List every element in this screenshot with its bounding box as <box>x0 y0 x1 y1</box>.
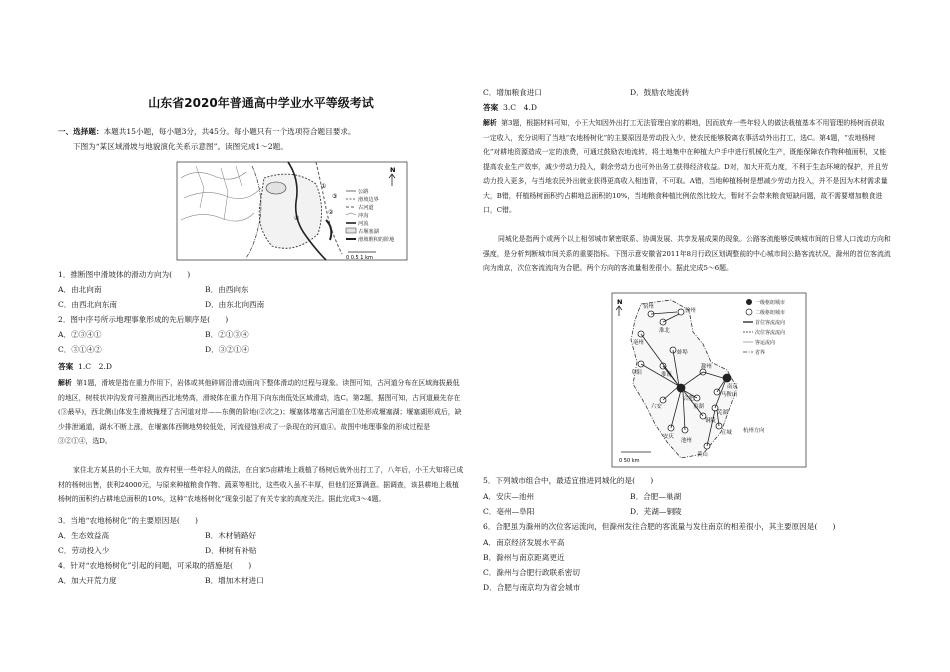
q3-option-b[interactable]: B．木材销路好 <box>205 531 257 540</box>
map2-north-label: N <box>617 298 623 306</box>
legend-gully: 冲沟 <box>358 213 369 219</box>
city-bengbu: 蚌埠 <box>677 350 688 356</box>
city-chuzhou: 滁州 <box>701 364 712 370</box>
page-title: 山东省2020年普通高中学业水平等级考试 <box>148 96 374 110</box>
q3-option-c[interactable]: C．劳动投入少 <box>58 546 110 555</box>
q6-option-a[interactable]: A．南京经济发展水平高 <box>483 538 565 547</box>
q4-option-b[interactable]: B．增加木材进口 <box>205 576 264 585</box>
landslide-map <box>176 158 408 262</box>
city-chaohu: 巢湖 <box>693 404 704 410</box>
q6-stem: 6．合肥虽为滁州的次位客运流向，但滁州发往合肥的客流量与发往南京的相差很小，其主要原因是( ) <box>483 522 836 531</box>
explanation-label: 解析 <box>58 379 72 387</box>
q3-option-d[interactable]: D．种树有补贴 <box>205 546 257 555</box>
q3-option-a[interactable]: A．生态效益高 <box>58 531 110 540</box>
city-fuyang: 阜阳 <box>631 370 642 376</box>
legend-border: 省界 <box>755 350 766 356</box>
q5-option-b[interactable]: B．合肥—巢湖 <box>630 492 682 501</box>
q6-option-c[interactable]: C．滁州与合肥行政联系密切 <box>483 568 580 577</box>
city-tongling: 铜陵 <box>705 418 716 424</box>
explanation-q1-2 <box>58 376 464 449</box>
map2-scale-text: 0 50 km <box>619 458 640 464</box>
section-heading-line <box>58 125 356 140</box>
q2-option-a[interactable]: A．②③④① <box>58 330 102 339</box>
map1-label-2: ② <box>328 209 334 216</box>
map1-label-3: ③ <box>332 193 338 200</box>
city-xuancheng: 宣城 <box>721 430 732 436</box>
q6-option-d[interactable]: D．合肥与南京均为省会城市 <box>483 583 581 592</box>
legend-landslide-boundary: 滑坡边界 <box>358 197 379 203</box>
map1-label-1: ① <box>321 183 327 190</box>
answer-q1-2 <box>58 360 112 375</box>
q5-option-d[interactable]: D．芜湖—铜陵 <box>630 507 682 516</box>
legend-flow: 客运流向 <box>755 340 776 346</box>
q1-option-a[interactable]: A．由北向南 <box>58 285 102 294</box>
intro-q3-4: 家住北方某县的小王大知，放弃村里一些年轻人的做法，在自家5亩耕地上栽植了杨树后就外出打工了，八年后，小王大知将已成材的杨树出售，获利24000元，与原来种植粮食作物、蔬菜等相比，这些收入虽不丰厚，但他们还算满意。据调查，该县耕地上栽植杨树的面积约占耕地总面积的10%，这种“农地杨树化”现象引起了有关专家的高度关注。据此完成3～4题。 <box>58 466 464 503</box>
q6-option-b[interactable]: B．滁州与南京距离更近 <box>483 553 565 562</box>
explanation-text: 第3题，根据材料可知，小王大知因外出打工无法管理自家的耕地，因而放弃一些年轻人的做法栽植基本不用管理的杨树而获取一定收入，充分说明了当地“农地杨树化”的主要原因是劳动投入少，使农民能够脱离农事活动外出打工，选C。第4题，“农地杨树化”对耕地资源造成一定的浪费，可通过鼓励农地流转，将土地集中在种植大户手中进行机械化生产，既能保障农作物种植面积，又能提高农业生产效率，减少劳动力投入，剩余劳动力也可外出务工获得经济收益。D对，加大开荒力度，不利于生态环境的保护，并且劳动力投入更多，与当地农民外出就业获得更高收入相违背，不可取。A错，当地种植杨树是想减少劳动力投入，并不是因为木材需求量大，B错，杆植杨树面积约占耕地总面积的10%，当地粮食种植比例依然比较大，暂时不会带来粮食短缺问题，故不需要增加粮食进口，C错。 <box>483 119 889 214</box>
city-anqing: 安庆 <box>663 434 674 440</box>
intro-q5-6: 同城化是指两个或两个以上相邻城市紧密联系、协调发展、共享发展成果的现象。公路客流能够反映城市间的日常人口流动方向和强度，是分析判断城市间关系的重要指标。下图示意安徽省2011年8月行政区划调整前的中心城市间公路客流状况，滁州的首位客流流向为南京，次位客流流向为合肥。两个方向的客流量相差很小。据此完成5～6题。 <box>483 235 891 272</box>
explanation-q3-4 <box>483 116 891 218</box>
legend-river: 河流 <box>358 221 369 227</box>
legend-primary-flow: 首位客流流向 <box>755 320 786 326</box>
city-bozhou: 亳州 <box>633 340 644 346</box>
city-chizhou: 池州 <box>681 438 692 444</box>
map1-north-label: N <box>390 166 396 174</box>
explanation-text: 第1题，滑坡是指在重力作用下，岩体或其他碎屑沿滑动面向下整体滑动的过程与现象。读图可知，古河道分布在区域海拔最低的地区，树枝状冲沟发育可推测出西北地势高，滑坡体在重力作用下向东南低处区域滑动，选C。第2题，据图可知，古河道最先存在(③最早)，西北侧山体发生滑坡掩埋了古河道对岸——东侧的阶地(②次之)；堰塞体堵塞古河道在①处形成堰塞湖；堰塞湖形成后，缺少排泄通道，湖水不断上涨，在堰塞体西侧地势较低处，河流侵蚀形成了一条现在的河道④。故图中地理事象的形成过程是③②①④，选D。 <box>58 379 462 445</box>
answer-label: 答案 <box>483 103 499 112</box>
city-xuzhou: 徐州 <box>685 308 696 314</box>
legend-level2: 二级枢纽城市 <box>755 310 786 316</box>
q1-option-d[interactable]: D．由东北向西南 <box>205 300 265 309</box>
q5-option-a[interactable]: A．安庆—池州 <box>483 492 535 501</box>
legend-terrace: 滑坡堆积的阶地 <box>358 237 395 243</box>
legend-level1: 一级枢纽城市 <box>755 300 786 306</box>
answer-label: 答案 <box>58 362 74 371</box>
map1-scale-text: 0 0.5 1 km <box>346 255 373 261</box>
city-luan: 六安 <box>651 404 662 410</box>
city-nanjing: 南京 <box>727 384 738 390</box>
q5-option-c[interactable]: C．亳州—阜阳 <box>483 507 535 516</box>
answer-values: 1.C 2.D <box>78 362 112 371</box>
q4-stem: 4．针对“农地杨树化”引起的问题，可采取的措施是( ) <box>58 561 252 570</box>
section-desc: 本题共15小题，每小题3分，共45分。每小题只有一个选项符合题目要求。 <box>103 127 356 136</box>
legend-secondary-flow: 次位客流流向 <box>755 330 786 336</box>
city-huainan: 淮南 <box>661 372 672 378</box>
q4-option-a[interactable]: A．加大开荒力度 <box>58 576 117 585</box>
q1-option-c[interactable]: C．由西北向东南 <box>58 300 117 309</box>
q2-stem: 2．图中序号所示地理事象形成的先后顺序是( ) <box>58 315 229 324</box>
city-wuhu: 芜湖 <box>717 410 728 416</box>
map1-label-4: ④ <box>294 215 300 222</box>
answer-values: 3.C 4.D <box>503 103 537 112</box>
answer-q3-4 <box>483 101 537 116</box>
city-suzhou: 宿州 <box>643 304 654 310</box>
anhui-flow-map <box>611 292 807 468</box>
city-hefei: 合肥 <box>683 396 694 402</box>
city-huangshan: 黄山 <box>697 452 708 458</box>
q4-option-c[interactable]: C．增加粮食进口 <box>483 88 542 97</box>
q3-stem: 3．当地“农地杨树化”的主要原因是( ) <box>58 516 199 525</box>
legend-dammed-lake: 古堰塞湖 <box>358 229 379 235</box>
q2-option-b[interactable]: B．②①③④ <box>205 330 249 339</box>
city-maanshan: 马鞍山 <box>721 392 738 398</box>
intro-q1-2: 下图为“某区域滑坡与地貌演化关系示意图”。读图完成1～2题。 <box>73 142 288 151</box>
section-heading: 一、选择题： <box>58 127 104 136</box>
ancient-dammed-lake <box>266 182 286 194</box>
city-hangzhou-direction: 杭州方向 <box>743 428 765 434</box>
q2-option-d[interactable]: D．③②①④ <box>205 345 250 354</box>
legend-ancient-river: 古河道 <box>358 205 374 211</box>
q5-stem: 5．下列城市组合中，最适宜推进同城化的是( ) <box>483 476 654 485</box>
q1-stem: 1．推断图中滑坡体的滑动方向为( ) <box>58 270 191 279</box>
legend-road: 公路 <box>358 189 369 195</box>
q2-option-c[interactable]: C．③①④② <box>58 345 102 354</box>
q4-option-d[interactable]: D．鼓励农地流转 <box>630 88 690 97</box>
explanation-label: 解析 <box>483 119 497 127</box>
q1-option-b[interactable]: B．由西向东 <box>205 285 249 294</box>
city-huaibei: 淮北 <box>659 328 670 334</box>
